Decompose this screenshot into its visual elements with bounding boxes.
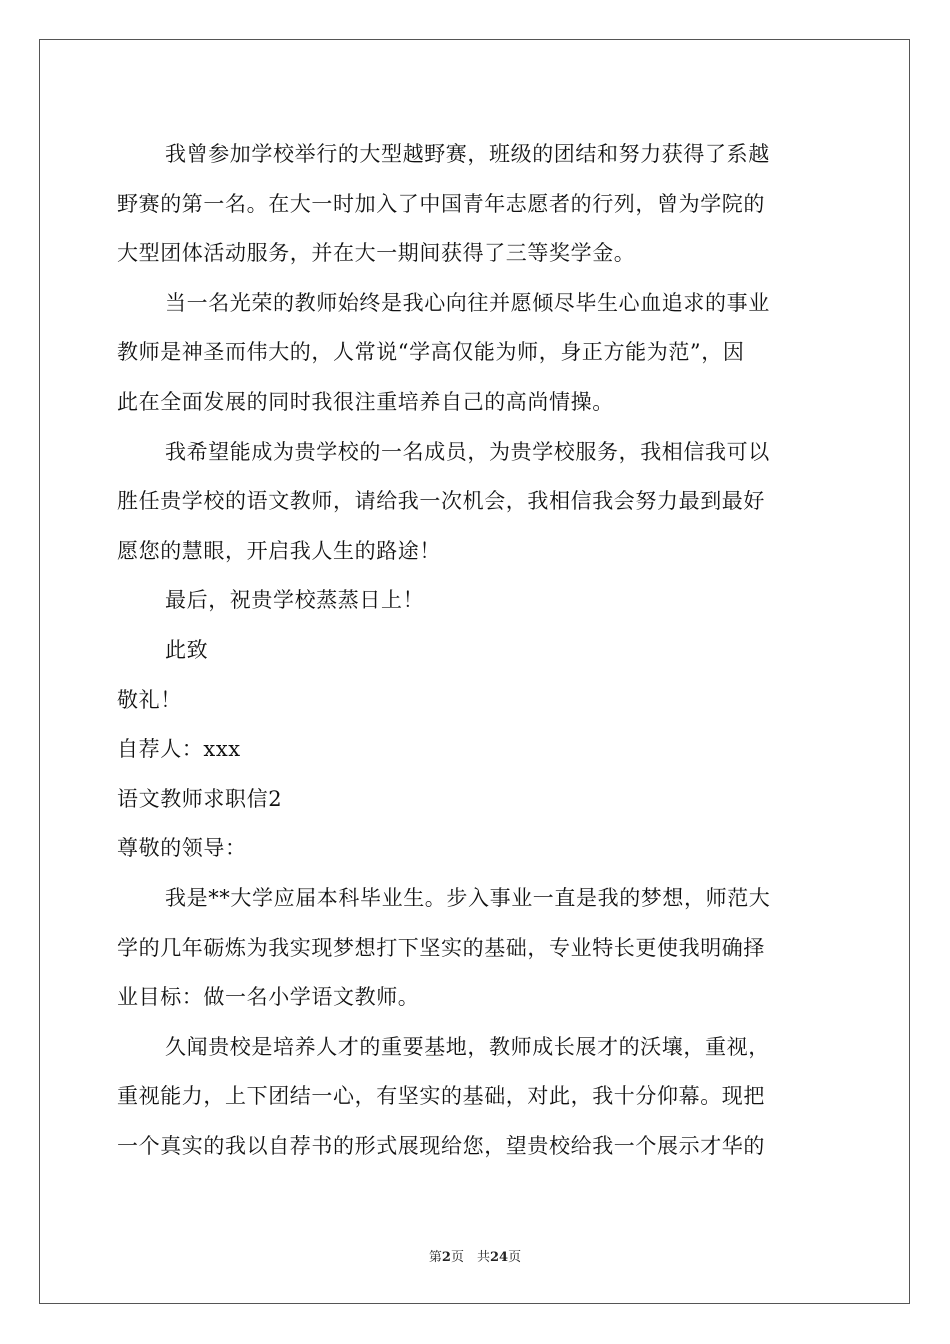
footer-mid: 页 共 [450,1250,490,1265]
salutation: 尊敬的领导： [117,836,247,861]
paragraph-1-line-2: 野赛的第一名。在大一时加入了中国青年志愿者的行列，曾为学院的 [117,191,765,216]
footer-suffix: 页 [508,1250,522,1265]
section-title: 语文教师求职信2 [117,786,283,811]
signature: 自荐人：xxx [117,737,241,762]
paragraph-1-line-3: 大型团体活动服务，并在大一期间获得了三等奖学金。 [117,241,636,266]
letter2-paragraph-1-line-2: 学的几年砺炼为我实现梦想打下坚实的基础，专业特长更使我明确择 [117,935,765,960]
paragraph-2-line-3: 此在全面发展的同时我很注重培养自己的高尚情操。 [117,389,614,414]
letter2-paragraph-2-line-1: 久闻贵校是培养人才的重要基地，教师成长展才的沃壤，重视， [165,1034,770,1059]
paragraph-3-line-3: 愿您的慧眼，开启我人生的路途！ [117,538,441,563]
paragraph-3-line-1: 我希望能成为贵学校的一名成员，为贵学校服务，我相信我可以 [165,439,770,464]
document-body [117,130,833,1171]
letter2-paragraph-1-line-1: 我是**大学应届本科毕业生。步入事业一直是我的梦想，师范大 [165,885,771,910]
letter2-paragraph-2-line-2: 重视能力，上下团结一心，有坚实的基础，对此，我十分仰幕。现把 [117,1084,765,1109]
paragraph-2-line-2: 教师是神圣而伟大的，人常说“学高仅能为师，身正方能为范”，因 [117,340,745,365]
letter2-paragraph-2-line-3: 一个真实的我以自荐书的形式展现给您，望贵校给我一个展示才华的 [117,1133,765,1158]
paragraph-5-line-1: 此致 [165,637,209,662]
paragraph-1-line-1: 我曾参加学校举行的大型越野赛，班级的团结和努力获得了系越 [165,142,770,166]
paragraph-4-line-1: 最后，祝贵学校蒸蒸日上！ [165,588,425,613]
footer-page-number: 2 [441,1250,451,1265]
paragraph-3-line-2: 胜任贵学校的语文教师，请给我一次机会，我相信我会努力最到最好 [117,489,765,514]
footer-prefix: 第 [428,1250,442,1265]
page-footer [0,1246,950,1265]
closing: 敬礼！ [117,687,182,712]
letter2-paragraph-1-line-3: 业目标：做一名小学语文教师。 [117,985,420,1010]
footer-total-pages: 24 [489,1250,509,1265]
paragraph-2-line-1: 当一名光荣的教师始终是我心向往并愿倾尽毕生心血追求的事业 [165,290,770,315]
